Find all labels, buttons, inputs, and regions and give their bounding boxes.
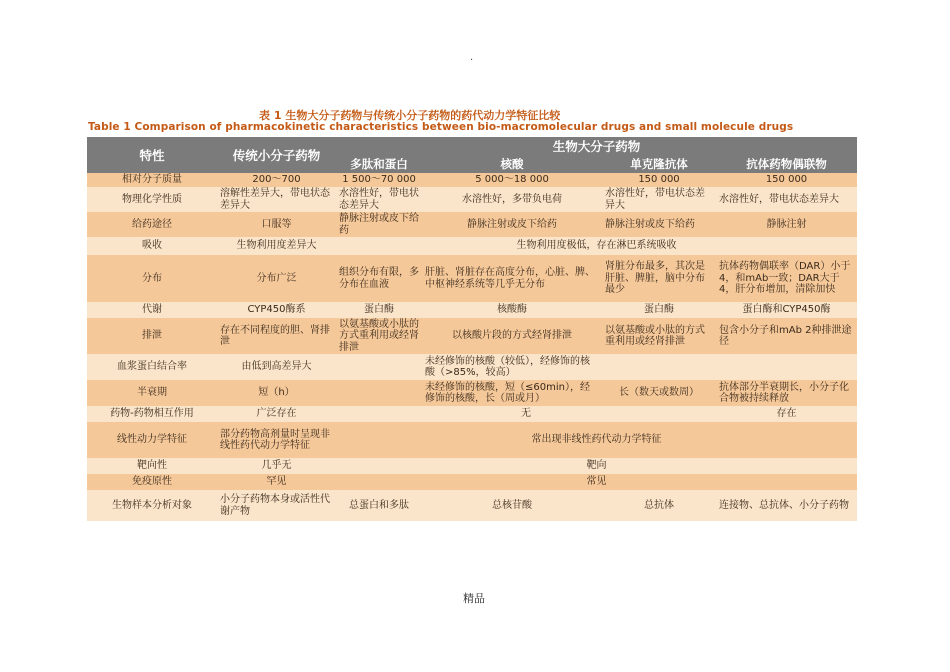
cell-adc: 抗体药物偶联率（DAR）小于4，和mAb一致；DAR大于4，肝分布增加，清除加快: [719, 261, 851, 296]
row-feature: 线性动力学特征: [117, 434, 187, 446]
header-adc: 抗体药物偶联物: [716, 155, 857, 173]
row-feature: 给药途径: [132, 218, 172, 230]
row-feature: 分布: [142, 272, 162, 284]
table-row: [87, 187, 857, 212]
cell-adc: 蛋白酶和CYP450酶: [742, 304, 831, 316]
table-row: [87, 422, 857, 458]
table-title-cn: 表 1 生物大分子药物与传统小分子药物的药代动力学特征比较: [259, 109, 561, 122]
table-row: [87, 474, 857, 490]
cell-mab: 静脉注射或皮下给药: [605, 218, 695, 230]
cell-nucleic: 未经修饰的核酸，短（≤60min），经修饰的核酸，长（周或月）: [425, 381, 590, 404]
cell-adc: 150 000: [765, 174, 808, 186]
header-mab: 单克隆抗体: [602, 155, 716, 173]
cell-adc: 静脉注射: [766, 218, 807, 230]
row-feature: 相对分子质量: [122, 174, 182, 186]
cell-small-molecule: 罕见: [266, 476, 287, 488]
cell-mab: 总抗体: [644, 499, 674, 511]
table-row: [87, 302, 857, 318]
cell-adc: 包含小分子和mAb 2种排泄途径: [719, 324, 852, 347]
cell-nucleic: 总核苷酸: [492, 499, 532, 511]
table-row: [87, 490, 857, 521]
table-row: [87, 458, 857, 474]
cell-small-molecule: 由低到高差异大: [241, 361, 312, 373]
table-row: [87, 237, 857, 255]
cell-adc: 水溶性好，带电状态差异大: [719, 193, 839, 205]
cell-nucleic: 核酸酶: [497, 304, 527, 316]
row-feature: 代谢: [142, 304, 162, 316]
table-row: [87, 212, 857, 237]
cell-nucleic: 肝脏、肾脏存在高度分布，心脏、脾、中枢神经系统等几乎无分布: [425, 267, 595, 290]
cell-mab: 以氨基酸或小肽的方式重利用或经肾排泄: [605, 324, 705, 347]
cell-small-molecule: 200～700: [252, 174, 301, 186]
cell-mab: 蛋白酶: [644, 304, 674, 316]
cell-bio-macro-merged: 靶向: [586, 460, 607, 472]
cell-nucleic: 未经修饰的核酸（较低），经修饰的核酸（>85%，较高）: [425, 355, 590, 378]
page-footer: 精品: [463, 592, 485, 605]
cell-peptide: 蛋白酶: [364, 304, 394, 316]
cell-bio-macro-merged: 生物利用度极低，存在淋巴系统吸收: [516, 240, 677, 252]
cell-peptide-nucleic-mab: 无: [521, 408, 531, 420]
cell-peptide: 静脉注射或皮下给药: [339, 213, 419, 236]
cell-small-molecule: 几乎无: [261, 460, 292, 472]
header-feature: 特性: [87, 137, 217, 173]
cell-nucleic: 5 000～18 000: [475, 174, 549, 186]
cell-small-molecule: 短（h）: [258, 387, 295, 399]
row-feature: 半衰期: [137, 387, 167, 399]
cell-nucleic: 以核酸片段的方式经肾排泄: [452, 330, 572, 342]
header-nucleic: 核酸: [422, 155, 602, 173]
cell-mab: 长（数天或数周）: [619, 387, 699, 399]
row-feature: 免疫原性: [132, 476, 172, 488]
cell-peptide: 1 500～70 000: [342, 174, 416, 186]
cell-mab: 150 000: [638, 174, 680, 186]
table-row: [87, 255, 857, 302]
row-feature: 靶向性: [137, 460, 167, 472]
row-feature: 生物样本分析对象: [112, 499, 192, 511]
cell-small-molecule: 生物利用度差异大: [236, 240, 317, 252]
cell-small-molecule: CYP450酶系: [247, 304, 306, 316]
cell-adc: 连接物、总抗体、小分子药物: [719, 499, 849, 511]
cell-mab: 肾脏分布最多，其次是肝脏、脾脏，脑中分布最少: [605, 261, 705, 296]
row-feature: 物理化学性质: [122, 193, 182, 205]
cell-peptide: 总蛋白和多肽: [349, 499, 409, 511]
top-mark: .: [470, 52, 474, 63]
table-row: [87, 380, 857, 406]
header-bio-macro: 生物大分子药物: [336, 137, 857, 155]
cell-small-molecule: 广泛存在: [256, 408, 297, 420]
cell-small-molecule: 溶解性差异大，带电状态差异大: [220, 188, 330, 211]
cell-bio-macro-merged: 常出现非线性药代动力学特征: [531, 434, 662, 446]
row-feature: 排泄: [142, 330, 162, 342]
cell-adc: 存在: [776, 408, 797, 420]
cell-mab: 水溶性好，带电状态差异大: [605, 188, 705, 211]
table-row: [87, 318, 857, 354]
cell-small-molecule: 存在不同程度的胆、肾排泄: [220, 324, 330, 347]
table-row: [87, 354, 857, 380]
cell-small-molecule: 部分药物高剂量时呈现非线性药代动力学特征: [220, 428, 330, 451]
table-row: [87, 406, 857, 422]
cell-nucleic: 水溶性好，多带负电荷: [462, 193, 562, 205]
cell-small-molecule: 分布广泛: [256, 272, 297, 284]
table-title-en: Table 1 Comparison of pharmacokinetic characteristics between bio-macromolecular drugs and small molecule drugs: [88, 121, 794, 133]
row-feature: 吸收: [142, 240, 162, 252]
table-row: [87, 173, 857, 187]
cell-nucleic: 静脉注射或皮下给药: [467, 218, 557, 230]
row-feature: 药物-药物相互作用: [110, 408, 194, 420]
cell-bio-macro-merged: 常见: [586, 476, 607, 488]
cell-adc: 抗体部分半衰期长，小分子化合物被持续释放: [719, 381, 849, 404]
cell-peptide: 组织分布有限，多分布在血液: [339, 267, 419, 290]
cell-small-molecule: 口服等: [261, 218, 292, 230]
cell-peptide: 水溶性好，带电状态差异大: [339, 188, 419, 211]
row-feature: 血浆蛋白结合率: [117, 361, 187, 373]
header-peptide: 多肽和蛋白: [336, 155, 422, 173]
header-small-molecule: 传统小分子药物: [217, 137, 336, 173]
cell-peptide: 以氨基酸或小肽的方式重利用或经肾排泄: [339, 318, 419, 353]
cell-small-molecule: 小分子药物本身或活性代谢产物: [220, 494, 330, 517]
